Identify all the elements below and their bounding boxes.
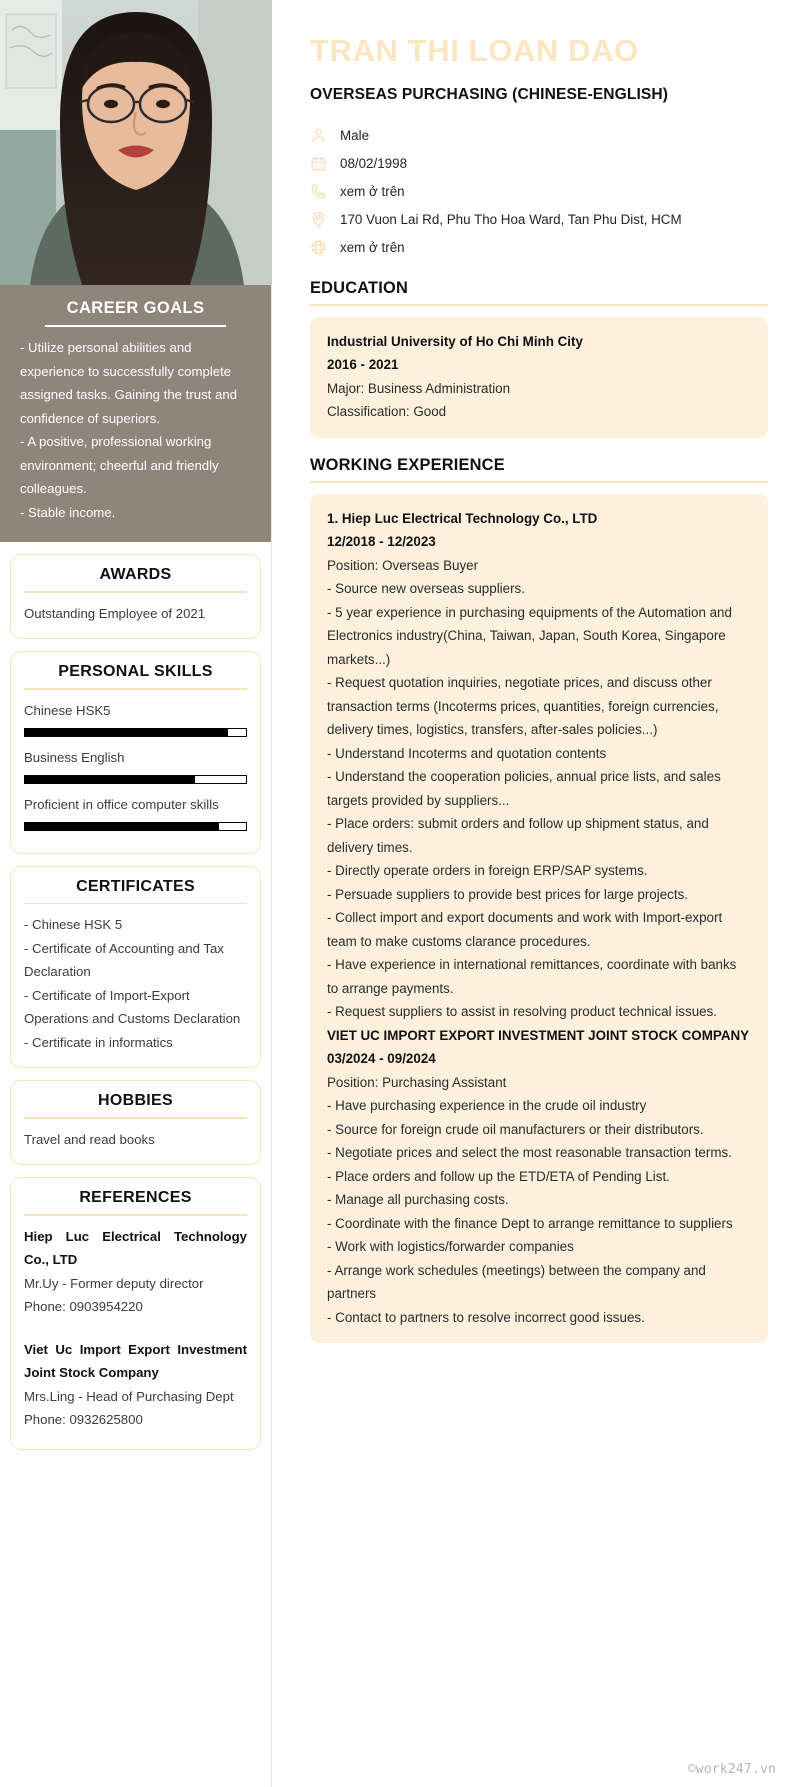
certificate-item: - Chinese HSK 5 (24, 917, 123, 933)
skill-bar-fill (25, 776, 195, 783)
experience-divider (310, 481, 768, 483)
experience-line: 03/2024 - 09/2024 (327, 1051, 436, 1067)
experience-line: - Place orders and follow up the ETD/ETA of Pending List. (327, 1168, 670, 1184)
career-goals-title: CAREER GOALS (66, 299, 205, 317)
contact-row-address (310, 205, 768, 233)
personal-skills-divider (24, 688, 247, 690)
contact-value: xem ở trên (340, 183, 405, 199)
reference-company: Viet Uc Import Export Investment Joint Stock Company (24, 1341, 247, 1381)
experience-line: Position: Purchasing Assistant (327, 1074, 507, 1090)
personal-skills-title: PERSONAL SKILLS (58, 663, 213, 681)
awards-body (24, 602, 247, 626)
experience-line: - Directly operate orders in foreign ERP/SAP systems. (327, 863, 648, 879)
contact-value: 170 Vuon Lai Rd, Phu Tho Hoa Ward, Tan Phu Dist, HCM (340, 211, 682, 227)
sidebar (0, 0, 272, 1787)
experience-line: - Coordinate with the finance Dept to arrange remittance to suppliers (327, 1215, 733, 1231)
references-body (24, 1225, 247, 1432)
experience-line: - Place orders: submit orders and follow up shipment status, and delivery times. (327, 816, 709, 855)
skill-bar (24, 728, 247, 737)
experience-line: - Collect import and export documents and work with Import-export team to make customs clarance procedures. (327, 910, 723, 949)
experience-line: - Manage all purchasing costs. (327, 1192, 509, 1208)
experience-line: - Contact to partners to resolve incorrect good issues. (327, 1309, 645, 1325)
experience-title: WORKING EXPERIENCE (310, 455, 505, 474)
personal-skills-card (10, 651, 261, 854)
experience-line: VIET UC IMPORT EXPORT INVESTMENT JOINT STOCK COMPANY (327, 1027, 750, 1043)
experience-line: - Have experience in international remittances, coordinate with banks to arrange payments. (327, 957, 737, 996)
watermark: ©work247.vn (687, 1762, 776, 1777)
contact-row-gender (310, 121, 768, 149)
skill-bar-fill (25, 823, 219, 830)
candidate-role: OVERSEAS PURCHASING (CHINESE-ENGLISH) (310, 86, 669, 103)
certificates-body (24, 913, 247, 1054)
references-divider (24, 1214, 247, 1216)
education-line: 2016 - 2021 (327, 357, 399, 373)
skill-label: Proficient in office computer skills (24, 796, 219, 812)
experience-line: - Work with logistics/forwarder companies (327, 1239, 574, 1255)
candidate-name: TRAN THI LOAN DAO (310, 33, 639, 68)
awards-divider (24, 591, 247, 593)
experience-line: - Source new overseas suppliers. (327, 581, 525, 597)
certificate-item: - Certificate of Import-Export Operations and Customs Declaration (24, 987, 241, 1027)
skill-label: Chinese HSK5 (24, 702, 111, 718)
profile-photo (0, 0, 272, 285)
references-card (10, 1177, 261, 1450)
certificate-item: - Certificate of Accounting and Tax Declaration (24, 940, 224, 980)
education-section-header (310, 279, 768, 306)
person-icon (310, 127, 327, 144)
award-item: Outstanding Employee of 2021 (24, 605, 206, 621)
certificates-divider (24, 903, 247, 905)
globe-icon (310, 239, 327, 256)
experience-line: - Arrange work schedules (meetings) between the company and partners (327, 1262, 706, 1302)
education-line: Major: Business Administration (327, 380, 511, 396)
experience-line: Position: Overseas Buyer (327, 557, 479, 573)
experience-section-header (310, 456, 768, 483)
education-divider (310, 304, 768, 306)
hobbies-card (10, 1080, 261, 1165)
experience-panel (310, 494, 768, 1344)
contact-row-birthdate (310, 149, 768, 177)
education-line: Classification: Good (327, 404, 447, 420)
location-pin-icon (310, 211, 327, 228)
contact-list (310, 121, 768, 261)
personal-skills-body (24, 699, 247, 831)
hobbies-body (24, 1128, 247, 1152)
portrait-illustration (0, 0, 272, 285)
awards-title: AWARDS (99, 566, 172, 583)
experience-line: - Source for foreign crude oil manufacturers or their distributors. (327, 1121, 704, 1137)
education-panel (310, 317, 768, 438)
contact-value: xem ở trên (340, 239, 405, 255)
experience-line: - Request suppliers to assist in resolving product technical issues. (327, 1004, 718, 1020)
hobbies-title: HOBBIES (98, 1092, 173, 1110)
reference-phone: Phone: 0932625800 (24, 1412, 143, 1428)
hobby-item: Travel and read books (24, 1131, 155, 1147)
education-line: Industrial University of Ho Chi Minh City (327, 333, 583, 349)
experience-line: 1. Hiep Luc Electrical Technology Co., LTD (327, 510, 598, 526)
experience-line: - Persuade suppliers to provide best prices for large projects. (327, 886, 688, 902)
references-title: REFERENCES (79, 1189, 192, 1207)
experience-line: - Negotiate prices and select the most reasonable transaction terms. (327, 1145, 732, 1161)
contact-value: Male (340, 127, 370, 143)
experience-line: - 5 year experience in purchasing equipments of the Automation and Electronics industry(China, Taiwan, Japan, South Korea, Singapore markets...) (327, 604, 732, 667)
experience-line: - Request quotation inquiries, negotiate prices, and discuss other transaction terms (Incoterms prices, quantities, foreign currencies, delivery times, logistics, transfers, after-sales policies...) (327, 675, 719, 738)
education-title: EDUCATION (310, 279, 409, 297)
reference-contact: Mr.Uy - Former deputy director (24, 1275, 204, 1291)
certificate-item: - Certificate in informatics (24, 1034, 173, 1050)
skill-bar (24, 822, 247, 831)
reference-entry (24, 1338, 247, 1432)
contact-row-website[interactable] (310, 233, 768, 261)
calendar-icon (310, 155, 327, 172)
reference-contact: Mrs.Ling - Head of Purchasing Dept (24, 1388, 234, 1404)
experience-line: - Have purchasing experience in the crude oil industry (327, 1098, 647, 1114)
career-goals-body (20, 336, 251, 524)
phone-icon (310, 183, 327, 200)
contact-row-phone[interactable] (310, 177, 768, 205)
experience-line: 12/2018 - 12/2023 (327, 534, 436, 550)
career-goals-divider (45, 325, 225, 327)
experience-line: - Understand the cooperation policies, annual price lists, and sales targets provided by suppliers... (327, 769, 721, 808)
career-goals-line: - Stable income. (20, 504, 116, 520)
reference-entry (24, 1225, 247, 1319)
reference-phone: Phone: 0903954220 (24, 1299, 143, 1315)
skill-bar (24, 775, 247, 784)
main-column (272, 0, 800, 1787)
certificates-title: CERTIFICATES (76, 877, 195, 895)
hobbies-divider (24, 1117, 247, 1119)
skill-label: Business English (24, 749, 125, 765)
career-goals-card (0, 285, 271, 542)
reference-spacer (24, 1323, 247, 1338)
career-goals-line: - Utilize personal abilities and experience to successfully complete assigned tasks. Gaining the trust and confidence of superiors. (20, 340, 237, 426)
awards-card (10, 554, 261, 639)
career-goals-line: - A positive, professional working environment; cheerful and friendly colleagues. (20, 434, 219, 496)
contact-value: 08/02/1998 (340, 155, 408, 171)
certificates-card (10, 866, 261, 1069)
reference-company: Hiep Luc Electrical Technology Co., LTD (24, 1228, 247, 1268)
skill-bar-fill (25, 729, 228, 736)
experience-line: - Understand Incoterms and quotation contents (327, 745, 607, 761)
